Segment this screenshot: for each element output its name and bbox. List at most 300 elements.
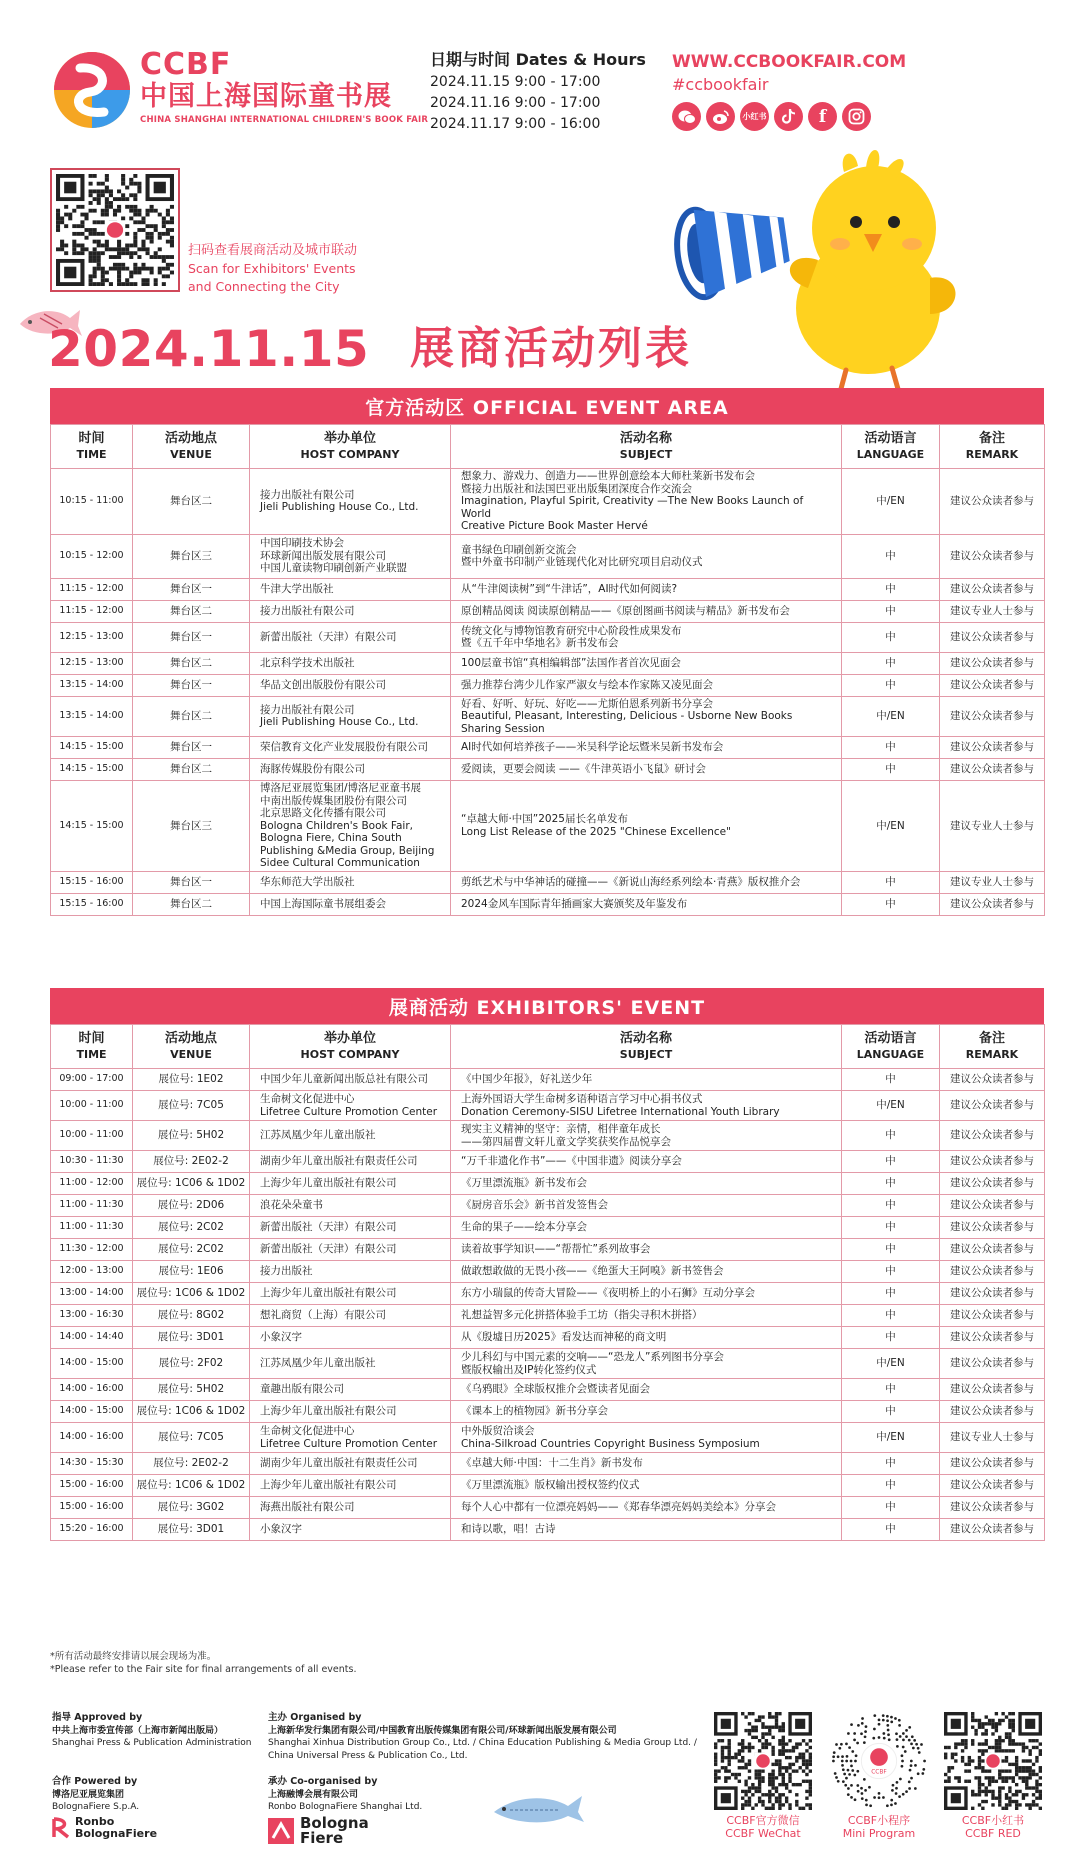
event-language: 中 xyxy=(842,1327,940,1349)
event-remark: 建议公众读者参与 xyxy=(940,737,1045,759)
event-remark: 建议公众读者参与 xyxy=(940,1239,1045,1261)
event-time: 14:30 - 15:30 xyxy=(51,1453,133,1475)
dates-block xyxy=(430,48,646,135)
event-time: 11:15 - 12:00 xyxy=(51,600,133,622)
event-subject-line: 《万里漂流瓶》版权输出授权签约仪式 xyxy=(461,1479,640,1492)
event-remark: 建议公众读者参与 xyxy=(940,759,1045,781)
event-subject xyxy=(451,578,842,600)
event-subject xyxy=(451,1379,842,1401)
event-remark: 建议公众读者参与 xyxy=(940,1305,1045,1327)
ronbo-logo xyxy=(52,1816,157,1840)
event-remark: 建议公众读者参与 xyxy=(940,1069,1045,1091)
event-time: 11:15 - 12:00 xyxy=(51,578,133,600)
event-remark: 建议公众读者参与 xyxy=(940,893,1045,915)
event-language: 中 xyxy=(842,652,940,674)
event-remark: 建议公众读者参与 xyxy=(940,1151,1045,1173)
event-subject-line: China-Silkroad Countries Copyright Business Symposium xyxy=(461,1437,760,1450)
event-language: 中 xyxy=(842,1173,940,1195)
event-host xyxy=(250,1453,451,1475)
organised-block xyxy=(268,1712,697,1762)
table-row xyxy=(51,534,1045,578)
qr-caption: CCBF小程序 xyxy=(847,1814,911,1827)
event-time: 15:15 - 16:00 xyxy=(51,893,133,915)
table-row xyxy=(51,1497,1045,1519)
event-host-line: Bologna Fiere, China South xyxy=(260,832,402,844)
event-host xyxy=(250,1261,451,1283)
event-time: 15:20 - 16:00 xyxy=(51,1519,133,1541)
event-venue: 展位号: 1C06 & 1D02 xyxy=(133,1401,250,1423)
event-language: 中 xyxy=(842,622,940,652)
event-venue: 展位号: 7C05 xyxy=(133,1091,250,1121)
column-header-en: HOST COMPANY xyxy=(300,448,400,461)
organised-heading: 主办 Organised by xyxy=(268,1712,362,1723)
event-time: 14:00 - 15:00 xyxy=(51,1401,133,1423)
event-host-line: 江苏凤凰少年儿童出版社 xyxy=(260,1129,376,1142)
qr-code-icon xyxy=(944,1712,1042,1810)
social-icons xyxy=(672,102,871,131)
event-remark: 建议公众读者参与 xyxy=(940,1379,1045,1401)
approved-heading: 指导 Approved by xyxy=(52,1712,143,1723)
table-row xyxy=(51,1423,1045,1453)
column-header xyxy=(842,425,940,469)
event-language: 中 xyxy=(842,1069,940,1091)
event-host xyxy=(250,674,451,696)
event-subject-line: 原创精品阅读 阅读原创精品——《原创图画书阅读与精品》新书发布会 xyxy=(461,604,790,617)
event-host xyxy=(250,1379,451,1401)
event-language: 中 xyxy=(842,1261,940,1283)
event-subject xyxy=(451,871,842,893)
official-event-section xyxy=(50,388,1044,916)
event-host-line: 环球新闻出版发展有限公司 xyxy=(260,549,386,562)
facebook-icon[interactable]: f xyxy=(808,102,837,131)
ronbo-logo-icon xyxy=(52,1817,70,1839)
bolognafiere-logo-icon xyxy=(268,1818,294,1844)
event-language: 中/EN xyxy=(842,469,940,535)
powered-block xyxy=(52,1776,139,1814)
event-host-line: 接力出版社 xyxy=(260,1265,313,1278)
event-subject xyxy=(451,1475,842,1497)
exhibitors-event-table xyxy=(50,1024,1045,1541)
event-host xyxy=(250,781,451,872)
event-host-line: 中南出版传媒集团股份有限公司 xyxy=(260,794,407,807)
event-venue: 舞台区二 xyxy=(133,652,250,674)
table-row xyxy=(51,1239,1045,1261)
event-remark: 建议公众读者参与 xyxy=(940,674,1045,696)
event-host-line: 华品文创出版股份有限公司 xyxy=(260,678,386,691)
table-row xyxy=(51,1401,1045,1423)
event-host xyxy=(250,1327,451,1349)
column-header xyxy=(133,425,250,469)
table-row xyxy=(51,1195,1045,1217)
event-subject xyxy=(451,1327,842,1349)
event-host-line: 北京科学技术出版社 xyxy=(260,656,355,669)
column-header-en: LANGUAGE xyxy=(856,448,925,461)
event-remark: 建议公众读者参与 xyxy=(940,1121,1045,1151)
column-header xyxy=(51,425,133,469)
column-header-en: TIME xyxy=(76,448,107,461)
event-host-line: Lifetree Culture Promotion Center xyxy=(260,1105,438,1118)
event-host xyxy=(250,871,451,893)
event-host-line: 中国上海国际童书展组委会 xyxy=(260,897,386,910)
event-remark: 建议公众读者参与 xyxy=(940,1091,1045,1121)
column-header xyxy=(451,425,842,469)
table-row xyxy=(51,1217,1045,1239)
event-host xyxy=(250,1121,451,1151)
event-host-line: 北京思路文化传播有限公司 xyxy=(260,807,386,819)
note-cn: *所有活动最终安排请以展会现场为准。 xyxy=(50,1651,217,1662)
ccbf-logo-icon xyxy=(50,48,134,132)
scan-en: Scan for Exhibitors' Events xyxy=(188,261,356,276)
event-language: 中 xyxy=(842,674,940,696)
column-header-cn: 活动名称 xyxy=(619,431,672,446)
approved-en: Shanghai Press & Publication Administration xyxy=(52,1738,252,1748)
event-subject xyxy=(451,759,842,781)
approved-block xyxy=(52,1712,251,1750)
event-subject-line: Creative Picture Book Master Hervé xyxy=(461,520,648,532)
column-header-cn: 备注 xyxy=(978,431,1005,446)
event-time: 11:00 - 11:30 xyxy=(51,1217,133,1239)
event-subject xyxy=(451,1453,842,1475)
scan-cn: 扫码查看展商活动及城市联动 xyxy=(188,243,358,258)
table-row xyxy=(51,622,1045,652)
event-language: 中 xyxy=(842,1379,940,1401)
event-remark: 建议公众读者参与 xyxy=(940,1401,1045,1423)
event-subject xyxy=(451,1401,842,1423)
column-header-cn: 活动地点 xyxy=(164,431,217,446)
event-host xyxy=(250,1519,451,1541)
table-row xyxy=(51,469,1045,535)
hashtag: #ccbookfair xyxy=(672,75,769,94)
event-subject xyxy=(451,696,842,737)
event-subject-line: 礼想益智多元化拼搭体验手工坊（指尖寻积木拼搭） xyxy=(461,1309,703,1322)
event-time: 13:15 - 14:00 xyxy=(51,674,133,696)
event-host xyxy=(250,1173,451,1195)
event-remark: 建议专业人士参与 xyxy=(940,871,1045,893)
event-subject xyxy=(451,1423,842,1453)
event-subject-line: 传统文化与博物馆教育研究中心阶段性成果发布 xyxy=(461,624,682,637)
event-subject-line: 100层童书馆“真相编辑部”法国作者首次见面会 xyxy=(461,656,681,669)
event-time: 09:00 - 17:00 xyxy=(51,1069,133,1091)
event-language: 中 xyxy=(842,759,940,781)
wechat-qr-block[interactable] xyxy=(714,1712,812,1840)
official-section-header: 官方活动区 OFFICIAL EVENT AREA xyxy=(50,388,1044,424)
event-language: 中 xyxy=(842,1195,940,1217)
event-time: 14:15 - 15:00 xyxy=(51,781,133,872)
event-remark: 建议专业人士参与 xyxy=(940,1423,1045,1453)
table-row xyxy=(51,1379,1045,1401)
bf-logo-text: Bologna xyxy=(300,1814,369,1832)
event-subject-line: 暨中外童书印制产业链现代化对比研究项目启动仪式 xyxy=(461,556,703,568)
event-language: 中 xyxy=(842,893,940,915)
table-row xyxy=(51,696,1045,737)
event-subject xyxy=(451,622,842,652)
event-host-line: 华东师范大学出版社 xyxy=(260,875,355,888)
brand-cn: 中国上海国际童书展 xyxy=(140,81,392,112)
event-host-line: 童趣出版有限公司 xyxy=(260,1383,344,1396)
event-host-line: 上海少年儿童出版社有限公司 xyxy=(260,1405,397,1418)
event-venue: 展位号: 3D01 xyxy=(133,1519,250,1541)
column-header xyxy=(451,1025,842,1069)
event-subject xyxy=(451,737,842,759)
event-host-line: 中国少年儿童新闻出版总社有限公司 xyxy=(260,1073,428,1086)
event-remark: 建议公众读者参与 xyxy=(940,1453,1045,1475)
qr-pattern-icon xyxy=(56,174,174,286)
event-subject-line: 《乌鸦眼》全球版权推介会暨读者见面会 xyxy=(461,1383,650,1396)
note-en: *Please refer to the Fair site for final arrangements of all events. xyxy=(50,1664,357,1675)
event-host-line: 小象汉字 xyxy=(260,1331,302,1344)
coorganised-block xyxy=(268,1776,422,1814)
fish-illustration-icon xyxy=(490,1790,585,1826)
event-language: 中 xyxy=(842,578,940,600)
table-row xyxy=(51,600,1045,622)
event-host-line: 接力出版社有限公司 xyxy=(260,488,355,501)
column-header-cn: 时间 xyxy=(78,431,105,446)
event-subject-line: 爱阅读，更要会阅读 ——《牛津英语小飞鼠》研讨会 xyxy=(461,763,706,776)
event-remark: 建议公众读者参与 xyxy=(940,1519,1045,1541)
event-subject-line: 《万里漂流瓶》新书发布会 xyxy=(461,1177,587,1190)
event-host xyxy=(250,1283,451,1305)
red-qr-block[interactable] xyxy=(944,1712,1042,1840)
column-header xyxy=(250,425,451,469)
coorganised-cn: 上海融博会展有限公司 xyxy=(268,1789,359,1800)
event-remark: 建议公众读者参与 xyxy=(940,696,1045,737)
event-host xyxy=(250,1475,451,1497)
event-subject xyxy=(451,1151,842,1173)
event-time: 15:15 - 16:00 xyxy=(51,871,133,893)
douyin-icon[interactable] xyxy=(774,102,803,131)
qr-caption: Mini Program xyxy=(842,1827,916,1840)
column-header xyxy=(250,1025,451,1069)
event-venue: 展位号: 7C05 xyxy=(133,1423,250,1453)
event-host-line: 江苏凤凰少年儿童出版社 xyxy=(260,1357,376,1370)
event-subject-line: Imagination, Playful Spirit, Creativity —The New Books Launch of World xyxy=(461,495,804,520)
column-header xyxy=(133,1025,250,1069)
qr-caption: CCBF小红书 xyxy=(961,1814,1025,1827)
event-venue: 展位号: 5H02 xyxy=(133,1379,250,1401)
event-language: 中/EN xyxy=(842,781,940,872)
event-host xyxy=(250,1401,451,1423)
website-link[interactable]: WWW.CCBOOKFAIR.COM xyxy=(672,52,907,72)
event-host-line: 湖南少年儿童出版社有限责任公司 xyxy=(260,1155,418,1168)
event-subject-line: 想象力、游戏力、创造力——世界创意绘本大师杜莱新书发布会 xyxy=(461,470,755,482)
dates-title: 日期与时间 Dates & Hours xyxy=(430,50,646,69)
event-time: 12:15 - 13:00 xyxy=(51,622,133,652)
event-host-line: 上海少年儿童出版社有限公司 xyxy=(260,1177,397,1190)
event-venue: 舞台区三 xyxy=(133,781,250,872)
event-remark: 建议专业人士参与 xyxy=(940,600,1045,622)
event-language: 中 xyxy=(842,1151,940,1173)
coorganised-heading: 承办 Co-organised by xyxy=(268,1776,378,1787)
event-time: 10:00 - 11:00 xyxy=(51,1091,133,1121)
column-header-cn: 备注 xyxy=(978,1031,1005,1046)
event-host-line: Lifetree Culture Promotion Center xyxy=(260,1437,438,1450)
ronbo-logo-text: BolognaFiere xyxy=(75,1827,158,1840)
approved-cn: 中共上海市委宣传部（上海市新闻出版局） xyxy=(52,1725,224,1736)
event-host-line: 湖南少年儿童出版社有限责任公司 xyxy=(260,1457,418,1470)
event-subject-line: Long List Release of the 2025 "Chinese Excellence" xyxy=(461,825,731,838)
event-subject xyxy=(451,674,842,696)
web-block xyxy=(672,50,906,96)
column-header-en: REMARK xyxy=(965,1048,1019,1061)
event-venue: 展位号: 1C06 & 1D02 xyxy=(133,1475,250,1497)
event-host xyxy=(250,1151,451,1173)
event-venue: 展位号: 2F02 xyxy=(133,1349,250,1379)
brand-en: CCBF xyxy=(140,47,232,82)
table-row xyxy=(51,893,1045,915)
event-remark: 建议公众读者参与 xyxy=(940,1349,1045,1379)
event-remark: 建议公众读者参与 xyxy=(940,1217,1045,1239)
mini-program-code-icon xyxy=(830,1712,928,1810)
event-qr-code[interactable] xyxy=(50,168,180,292)
event-venue: 展位号: 1C06 & 1D02 xyxy=(133,1283,250,1305)
event-language: 中 xyxy=(842,1519,940,1541)
event-subject-line: 2024金风车国际青年插画家大赛颁奖及年鉴发布 xyxy=(461,897,688,910)
event-subject-line: 中外版贸洽谈会 xyxy=(461,1425,535,1437)
event-subject xyxy=(451,600,842,622)
qr-caption: CCBF WeChat xyxy=(725,1827,801,1840)
weibo-icon[interactable] xyxy=(706,102,735,131)
table-row xyxy=(51,578,1045,600)
event-venue: 展位号: 1C06 & 1D02 xyxy=(133,1173,250,1195)
table-row xyxy=(51,1261,1045,1283)
event-time: 14:00 - 15:00 xyxy=(51,1349,133,1379)
big-title: 展商活动列表 xyxy=(410,323,692,374)
event-venue: 展位号: 2C02 xyxy=(133,1239,250,1261)
event-language: 中 xyxy=(842,534,940,578)
column-header-cn: 活动名称 xyxy=(619,1031,672,1046)
event-subject-line: 从《殷墟日历2025》看发达而神秘的商文明 xyxy=(461,1331,667,1344)
event-host-line: Jieli Publishing House Co., Ltd. xyxy=(260,716,419,729)
big-date: 2024.11.15 xyxy=(48,320,370,378)
column-header-cn: 活动语言 xyxy=(864,1031,917,1046)
event-remark: 建议公众读者参与 xyxy=(940,652,1045,674)
event-remark: 建议公众读者参与 xyxy=(940,1283,1045,1305)
organised-cn: 上海新华发行集团有限公司/中国教育出版传媒集团有限公司/环球新闻出版发展有限公司 xyxy=(268,1725,617,1736)
column-header xyxy=(842,1025,940,1069)
event-language: 中/EN xyxy=(842,1423,940,1453)
event-host-line: 海燕出版社有限公司 xyxy=(260,1501,355,1514)
event-host xyxy=(250,696,451,737)
event-venue: 展位号: 1E02 xyxy=(133,1069,250,1091)
event-host xyxy=(250,652,451,674)
event-subject xyxy=(451,1069,842,1091)
event-remark: 建议公众读者参与 xyxy=(940,534,1045,578)
xiaohongshu-icon[interactable]: 小红书 xyxy=(740,102,769,131)
event-language: 中 xyxy=(842,1497,940,1519)
chick-with-telescope-illustration-icon xyxy=(668,138,968,408)
table-row xyxy=(51,1475,1045,1497)
event-subject-line: 《卓越大师·中国：十二生肖》新书发布 xyxy=(461,1457,643,1470)
brand-subtitle: CHINA SHANGHAI INTERNATIONAL CHILDREN'S BOOK FAIR xyxy=(140,115,429,125)
ronbo-logo-text: Ronbo xyxy=(75,1815,115,1828)
event-subject xyxy=(451,1239,842,1261)
event-subject-line: 从“牛津阅读树”到“牛津话”，AI时代如何阅读? xyxy=(461,582,678,595)
event-time: 11:00 - 12:00 xyxy=(51,1173,133,1195)
organised-en: China Universal Press & Publication Co., Ltd. xyxy=(268,1750,468,1761)
event-time: 14:00 - 16:00 xyxy=(51,1423,133,1453)
table-row xyxy=(51,1151,1045,1173)
event-host-line: Sidee Cultural Communication xyxy=(260,857,420,869)
event-language: 中 xyxy=(842,737,940,759)
event-subject xyxy=(451,1195,842,1217)
wechat-icon[interactable] xyxy=(672,102,701,131)
event-time: 12:00 - 13:00 xyxy=(51,1261,133,1283)
event-subject-line: 生命的果子——绘本分享会 xyxy=(461,1221,587,1234)
event-host-line: 荣信教育文化产业发展股份有限公司 xyxy=(260,741,428,754)
event-subject-line: 和诗以歌，唱！古诗 xyxy=(461,1523,556,1536)
event-host xyxy=(250,600,451,622)
event-subject-line: AI时代如何培养孩子——米吴科学论坛暨米吴新书发布会 xyxy=(461,741,724,754)
event-venue: 展位号: 2D06 xyxy=(133,1195,250,1217)
event-time: 14:15 - 15:00 xyxy=(51,737,133,759)
column-header-cn: 时间 xyxy=(78,1031,105,1046)
event-venue: 舞台区一 xyxy=(133,871,250,893)
table-row xyxy=(51,737,1045,759)
table-row xyxy=(51,1283,1045,1305)
column-header-en: SUBJECT xyxy=(619,448,673,461)
event-subject-line: 《厨房音乐会》新书首发签售会 xyxy=(461,1199,608,1212)
table-row xyxy=(51,652,1045,674)
table-row xyxy=(51,1519,1045,1541)
column-header xyxy=(940,1025,1045,1069)
event-venue: 展位号: 3G02 xyxy=(133,1497,250,1519)
qr-caption: CCBF RED xyxy=(965,1827,1021,1840)
date-line: 2024.11.17 9:00 - 16:00 xyxy=(430,116,601,132)
event-host xyxy=(250,622,451,652)
event-time: 11:00 - 11:30 xyxy=(51,1195,133,1217)
event-host xyxy=(250,1497,451,1519)
event-host-line: 小象汉字 xyxy=(260,1523,302,1536)
event-subject-line: 现实主义精神的坚守：亲情，相伴童年成长 xyxy=(461,1123,661,1135)
event-venue: 舞台区二 xyxy=(133,893,250,915)
column-header xyxy=(940,425,1045,469)
column-header-en: HOST COMPANY xyxy=(300,1048,400,1061)
event-host xyxy=(250,1349,451,1379)
event-host-line: 中国儿童读物印刷创新产业联盟 xyxy=(260,562,407,575)
column-header-en: VENUE xyxy=(170,1048,212,1061)
event-host-line: 生命树文化促进中心 xyxy=(260,1093,355,1105)
event-remark: 建议公众读者参与 xyxy=(940,1195,1045,1217)
table-row xyxy=(51,1349,1045,1379)
event-subject-line: ——第四届曹文轩儿童文学奖获奖作品悦享会 xyxy=(461,1135,671,1148)
event-subject-line: 少儿科幻与中国元素的交响——“恐龙人”系列图书分享会 xyxy=(461,1351,724,1363)
event-subject-line: “卓越大师·中国”2025届长名单发布 xyxy=(461,813,628,826)
event-language: 中 xyxy=(842,1217,940,1239)
miniprogram-qr-block[interactable] xyxy=(830,1712,928,1840)
event-time: 10:30 - 11:30 xyxy=(51,1151,133,1173)
table-row xyxy=(51,1173,1045,1195)
instagram-icon[interactable] xyxy=(842,102,871,131)
event-host-line: 新蕾出版社（天津）有限公司 xyxy=(260,1243,397,1256)
event-host-line: 上海少年儿童出版社有限公司 xyxy=(260,1287,397,1300)
event-host-line: 想礼商贸（上海）有限公司 xyxy=(260,1309,386,1322)
event-host-line: 接力出版社有限公司 xyxy=(260,604,355,617)
event-subject xyxy=(451,1519,842,1541)
event-host xyxy=(250,1091,451,1121)
event-host xyxy=(250,1423,451,1453)
event-time: 10:15 - 11:00 xyxy=(51,469,133,535)
event-language: 中/EN xyxy=(842,1349,940,1379)
powered-cn: 博洛尼亚展览集团 xyxy=(52,1789,125,1800)
event-remark: 建议公众读者参与 xyxy=(940,1475,1045,1497)
event-subject xyxy=(451,1497,842,1519)
column-header-en: SUBJECT xyxy=(619,1048,673,1061)
column-header-en: REMARK xyxy=(965,448,1019,461)
event-host xyxy=(250,578,451,600)
event-time: 13:15 - 14:00 xyxy=(51,696,133,737)
event-language: 中 xyxy=(842,1401,940,1423)
event-host-line: Jieli Publishing House Co., Ltd. xyxy=(260,501,419,514)
